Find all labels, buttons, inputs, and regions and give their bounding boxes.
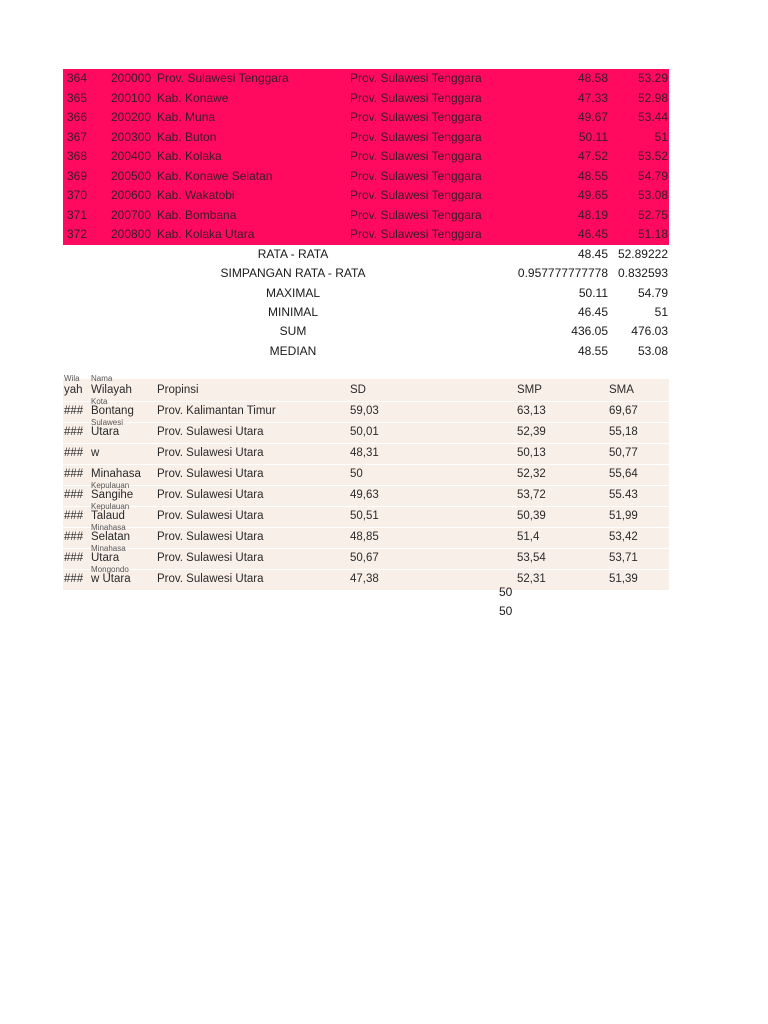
stat-value-2: 51 [654, 304, 668, 319]
row-id: ### [64, 552, 84, 564]
row-sd: 47,38 [350, 573, 379, 585]
stat-value-1: 436.05 [571, 324, 608, 339]
row-id: ### [64, 489, 84, 501]
row-sd: 48.55 [577, 168, 608, 183]
row-province: Prov. Sulawesi Tenggara [350, 168, 482, 183]
row-region: Kab. Bombana [157, 207, 237, 222]
row-sub-label: Minahasa [91, 523, 126, 532]
row-sma: 53,42 [609, 531, 638, 543]
row-sma: 50,77 [609, 447, 638, 459]
row-sd: 49.65 [577, 188, 608, 202]
row-sd: 48.19 [577, 207, 608, 222]
row-province: Prov. Sulawesi Utara [157, 573, 264, 585]
row-smp: 52.75 [637, 207, 668, 222]
row-smp: 53.52 [637, 149, 668, 163]
row-province: Prov. Sulawesi Tenggara [350, 71, 482, 85]
row-sub-label: Minahasa [91, 544, 126, 553]
row-sd: 47.33 [577, 90, 608, 105]
row-region: Utara [91, 552, 120, 564]
table-row [63, 167, 669, 187]
row-province: Prov. Sulawesi Tenggara [350, 188, 482, 202]
row-id: ### [64, 510, 84, 522]
table-row [63, 69, 669, 89]
row-smp: 63,13 [517, 405, 546, 417]
row-number: 369 [67, 168, 88, 183]
stat-label: SIMPANGAN RATA - RATA [220, 266, 366, 281]
table-row [63, 565, 669, 591]
row-region: w Utara [91, 573, 131, 585]
row-number: 368 [67, 149, 88, 163]
row-smp: 53.29 [637, 71, 668, 85]
stat-value-2: 53.08 [637, 343, 668, 358]
row-code: 200600 [111, 188, 152, 202]
row-province: Prov. Sulawesi Utara [157, 552, 264, 564]
row-region: Kab. Kolaka Utara [157, 227, 255, 241]
row-province: Prov. Sulawesi Utara [157, 489, 264, 501]
row-province: Prov. Sulawesi Tenggara [350, 110, 482, 124]
row-sd: 48.58 [577, 71, 608, 85]
row-code: 200100 [111, 90, 152, 105]
stat-label: MAXIMAL [265, 285, 320, 300]
row-code: 200200 [111, 110, 152, 124]
row-smp: 54.79 [637, 168, 668, 183]
row-region: Kab. Wakatobi [157, 188, 235, 202]
row-number: 364 [67, 71, 88, 85]
row-number: 366 [67, 110, 88, 124]
row-province: Prov. Sulawesi Tenggara [350, 149, 482, 163]
row-region: Kab. Buton [157, 129, 217, 144]
row-sd: 50 [350, 468, 363, 480]
row-id: ### [64, 531, 84, 543]
table-row [63, 89, 669, 109]
table-row [63, 186, 669, 206]
stat-value-1: 0.957777777778 [517, 266, 608, 281]
stat-value-1: 48.55 [577, 343, 608, 358]
row-sma: 55,64 [609, 468, 638, 480]
row-code: 200800 [111, 227, 152, 241]
row-province: Prov. Sulawesi Tenggara [350, 207, 482, 222]
table-row [63, 128, 669, 148]
table-row [63, 444, 669, 465]
stat-label: MINIMAL [267, 304, 318, 319]
row-sd: 59,03 [350, 405, 379, 417]
row-number: 372 [67, 227, 88, 241]
row-region: Kab. Muna [157, 110, 216, 124]
row-sma: 55.43 [609, 489, 638, 501]
row-sma: 55,18 [609, 426, 638, 438]
row-smp: 50,39 [517, 510, 546, 522]
row-sub-label: Kepulauan [91, 502, 130, 511]
header-sub-b: Nama [91, 374, 113, 383]
row-sd: 50.11 [578, 129, 608, 144]
row-province: Prov. Kalimantan Timur [157, 405, 276, 417]
stat-value-2: 54.79 [637, 285, 668, 300]
table-row [63, 544, 669, 570]
header-sub-a: Wila [64, 374, 80, 383]
row-code: 200000 [111, 71, 152, 85]
table-row [63, 523, 669, 549]
row-province: Prov. Sulawesi Utara [157, 510, 264, 522]
row-sd: 50,01 [350, 426, 379, 438]
table-row [63, 108, 669, 128]
row-region: Minahasa [91, 468, 141, 480]
row-sd: 49,63 [350, 489, 379, 501]
table-row [63, 225, 669, 245]
row-id: ### [64, 573, 84, 585]
row-number: 365 [67, 90, 88, 105]
row-province: Prov. Sulawesi Utara [157, 426, 264, 438]
second-table [63, 374, 669, 591]
row-sma: 51,39 [609, 573, 638, 585]
row-region: Kab. Konawe Selatan [157, 168, 273, 183]
table-row [63, 206, 669, 226]
loose-value-1: 50 [499, 585, 513, 599]
stat-value-1: 50.11 [578, 285, 608, 300]
row-smp: 50,13 [517, 447, 546, 459]
row-region: Talaud [91, 510, 125, 522]
row-province: Prov. Sulawesi Utara [157, 531, 264, 543]
row-id: ### [64, 447, 84, 459]
header-f: SMA [609, 384, 634, 396]
row-smp: 52.98 [637, 90, 668, 105]
row-sd: 48,85 [350, 531, 379, 543]
stat-row [63, 303, 669, 323]
stat-row [63, 284, 669, 304]
header-d: SD [350, 384, 366, 396]
table-row [63, 418, 669, 444]
row-sma: 53,71 [609, 552, 638, 564]
table-row [63, 465, 669, 486]
row-sd: 49.67 [577, 110, 608, 124]
row-province: Prov. Sulawesi Tenggara [350, 227, 482, 241]
table-row [63, 502, 669, 528]
row-code: 200700 [111, 207, 152, 222]
row-number: 367 [67, 129, 88, 144]
row-sma: 51,99 [609, 510, 638, 522]
header-c: Propinsi [157, 384, 199, 396]
row-smp: 53,54 [517, 552, 546, 564]
row-sub-label: Kota [91, 397, 108, 406]
row-province: Prov. Sulawesi Tenggara [350, 90, 482, 105]
stat-row [63, 264, 669, 284]
row-sd: 48,31 [350, 447, 379, 459]
header-a: yah [64, 384, 83, 396]
row-smp: 53,72 [517, 489, 546, 501]
row-sub-label: Sulawesi [91, 418, 124, 427]
row-number: 370 [67, 188, 88, 202]
row-sd: 46.45 [577, 227, 608, 241]
row-region: Selatan [91, 531, 131, 543]
table-row [63, 147, 669, 167]
loose-value-2: 50 [499, 604, 513, 618]
table-row [63, 481, 669, 507]
stat-label: MEDIAN [269, 343, 317, 358]
row-region: Kab. Kolaka [157, 149, 222, 163]
row-province: Prov. Sulawesi Tenggara [350, 129, 482, 144]
row-smp: 53.08 [637, 188, 668, 202]
row-smp: 51.18 [637, 227, 668, 241]
row-id: ### [64, 405, 84, 417]
stat-row [63, 245, 669, 265]
row-smp: 52,39 [517, 426, 546, 438]
row-province: Prov. Sulawesi Utara [157, 447, 264, 459]
header-b: Wilayah [91, 384, 132, 396]
stat-label: SUM [279, 324, 307, 339]
stat-value-2: 52.89222 [617, 247, 668, 261]
row-id: ### [64, 468, 84, 480]
row-sd: 50,51 [350, 510, 379, 522]
row-smp: 51,4 [517, 531, 540, 543]
second-table-header [63, 374, 669, 402]
row-region: w [91, 447, 100, 459]
row-region: Sangihe [91, 489, 134, 501]
row-sd: 47.52 [577, 149, 608, 163]
row-sma: 69,67 [609, 405, 638, 417]
row-code: 200300 [111, 129, 152, 144]
table-row [63, 397, 669, 423]
stat-label: RATA - RATA [257, 247, 329, 261]
row-id: ### [64, 426, 84, 438]
second-table-body [63, 397, 669, 591]
stat-value-2: 0.832593 [617, 266, 668, 281]
stat-value-2: 476.03 [631, 324, 668, 339]
row-smp: 52,32 [517, 468, 546, 480]
row-code: 200400 [111, 149, 152, 163]
stat-row [63, 322, 669, 342]
row-region: Utara [91, 426, 120, 438]
row-sub-label: Mongondo [91, 565, 129, 574]
row-smp: 53.44 [637, 110, 668, 124]
row-sd: 50,67 [350, 552, 379, 564]
row-sub-label: Kepulauan [91, 481, 130, 490]
row-province: Prov. Sulawesi Utara [157, 468, 264, 480]
stat-value-1: 46.45 [577, 304, 608, 319]
row-region: Prov. Sulawesi Tenggara [157, 71, 289, 85]
stat-value-1: 48.45 [577, 247, 608, 261]
row-number: 371 [67, 207, 88, 222]
row-smp: 52,31 [517, 573, 546, 585]
row-code: 200500 [111, 168, 152, 183]
row-region: Kab. Konawe [157, 90, 229, 105]
stat-row [63, 342, 669, 362]
row-smp: 51 [654, 129, 668, 144]
header-e: SMP [517, 384, 542, 396]
row-region: Bontang [91, 405, 134, 417]
